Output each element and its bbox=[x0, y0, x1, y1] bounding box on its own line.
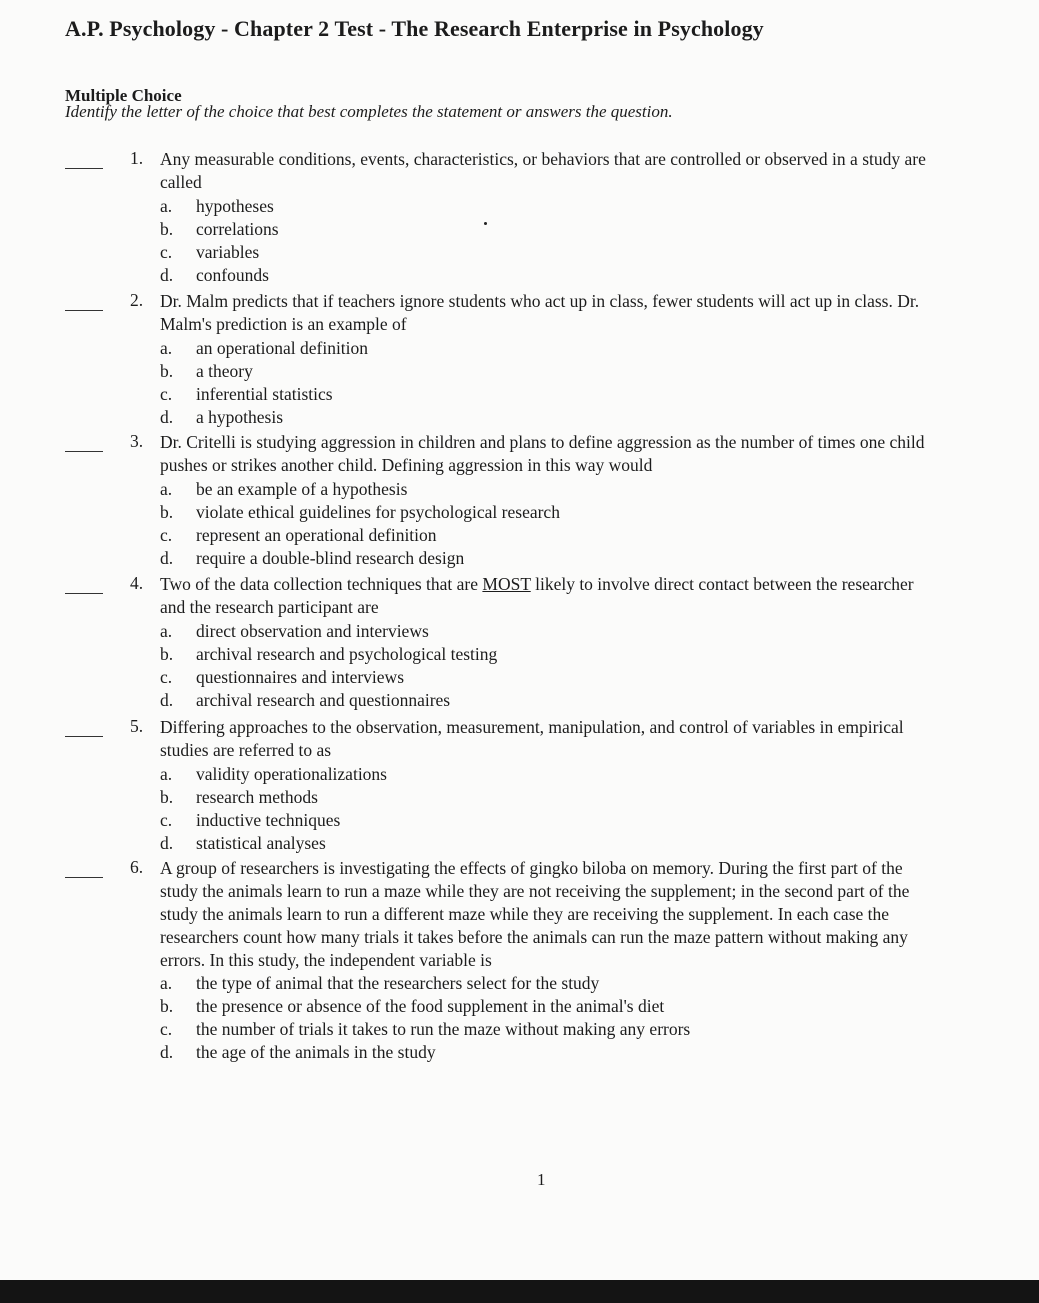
stem-line: researchers count how many trials it takes before the animals can run the maze pattern without making any bbox=[160, 927, 908, 947]
question-number: 4. bbox=[130, 573, 144, 593]
question-number: 2. bbox=[130, 290, 144, 310]
stem-line: and the research participant are bbox=[160, 597, 379, 617]
page-title: A.P. Psychology - Chapter 2 Test - The Research Enterprise in Psychology bbox=[65, 16, 764, 41]
stem-line: errors. In this study, the independent variable is bbox=[160, 950, 492, 970]
answer-blank[interactable] bbox=[65, 736, 103, 737]
option-a: a. the type of animal that the researchers select for the study bbox=[160, 973, 600, 993]
stem-line: Two of the data collection techniques that are MOST likely to involve direct contact between the researcher bbox=[160, 574, 914, 594]
option-d: d. the age of the animals in the study bbox=[160, 1042, 436, 1062]
question-number: 6. bbox=[130, 857, 144, 877]
answer-blank[interactable] bbox=[65, 593, 103, 594]
option-c: c. inferential statistics bbox=[160, 384, 333, 404]
question-number: 5. bbox=[130, 716, 144, 736]
emphasis-most: MOST bbox=[482, 574, 531, 594]
option-b: b. a theory bbox=[160, 361, 253, 381]
option-a: a. direct observation and interviews bbox=[160, 621, 429, 641]
bottom-edge-bar bbox=[0, 1280, 1039, 1303]
option-b: b. research methods bbox=[160, 787, 318, 807]
stem-line: Malm's prediction is an example of bbox=[160, 314, 407, 334]
section-instructions: Identify the letter of the choice that best completes the statement or answers the question. bbox=[65, 102, 673, 121]
stem-line: studies are referred to as bbox=[160, 740, 332, 760]
question-number: 1. bbox=[130, 148, 144, 168]
answer-blank[interactable] bbox=[65, 451, 103, 452]
option-b: b. the presence or absence of the food supplement in the animal's diet bbox=[160, 996, 665, 1016]
page-number: 1 bbox=[537, 1170, 546, 1189]
option-a: a. an operational definition bbox=[160, 338, 369, 358]
stem-line: Differing approaches to the observation, measurement, manipulation, and control of variables in empirical bbox=[160, 717, 904, 737]
stem-line: Any measurable conditions, events, characteristics, or behaviors that are controlled or observed in a study are bbox=[160, 149, 926, 169]
option-b: b. violate ethical guidelines for psychological research bbox=[160, 502, 560, 522]
option-a: a. hypotheses bbox=[160, 196, 274, 216]
answer-blank[interactable] bbox=[65, 877, 103, 878]
option-d: d. statistical analyses bbox=[160, 833, 326, 853]
stem-line: study the animals learn to run a maze while they are not receiving the supplement; in the second part of the bbox=[160, 881, 910, 901]
option-a: a. be an example of a hypothesis bbox=[160, 479, 408, 499]
question-stem bbox=[160, 431, 1020, 477]
question-stem bbox=[160, 290, 1020, 336]
option-d: d. confounds bbox=[160, 265, 269, 285]
option-d: d. archival research and questionnaires bbox=[160, 690, 451, 710]
question-stem bbox=[160, 148, 1020, 194]
option-c: c. the number of trials it takes to run the maze without making any errors bbox=[160, 1019, 691, 1039]
stem-line: called bbox=[160, 172, 202, 192]
option-b: b. archival research and psychological testing bbox=[160, 644, 498, 664]
question-stem bbox=[160, 857, 1020, 972]
stem-line: A group of researchers is investigating the effects of gingko biloba on memory. During the first part of the bbox=[160, 858, 903, 878]
option-c: c. questionnaires and interviews bbox=[160, 667, 405, 687]
option-d: d. a hypothesis bbox=[160, 407, 284, 427]
option-c: c. inductive techniques bbox=[160, 810, 341, 830]
stem-line: Dr. Malm predicts that if teachers ignore students who act up in class, fewer students will act up in class. Dr. bbox=[160, 291, 920, 311]
answer-blank[interactable] bbox=[65, 310, 103, 311]
stem-line: Dr. Critelli is studying aggression in children and plans to define aggression as the number of times one child bbox=[160, 432, 925, 452]
question-stem bbox=[160, 573, 1020, 619]
option-b: b. correlations bbox=[160, 219, 279, 239]
answer-blank[interactable] bbox=[65, 168, 103, 169]
option-a: a. validity operationalizations bbox=[160, 764, 387, 784]
section-heading: Multiple Choice bbox=[65, 86, 182, 105]
option-c: c. variables bbox=[160, 242, 260, 262]
stem-line: study the animals learn to run a different maze while they are receiving the supplement. In each case the bbox=[160, 904, 890, 924]
option-c: c. represent an operational definition bbox=[160, 525, 437, 545]
option-d: d. require a double-blind research design bbox=[160, 548, 465, 568]
paper-speck bbox=[484, 222, 487, 225]
question-stem bbox=[160, 716, 1020, 762]
stem-line: pushes or strikes another child. Defining aggression in this way would bbox=[160, 455, 653, 475]
question-number: 3. bbox=[130, 431, 144, 451]
